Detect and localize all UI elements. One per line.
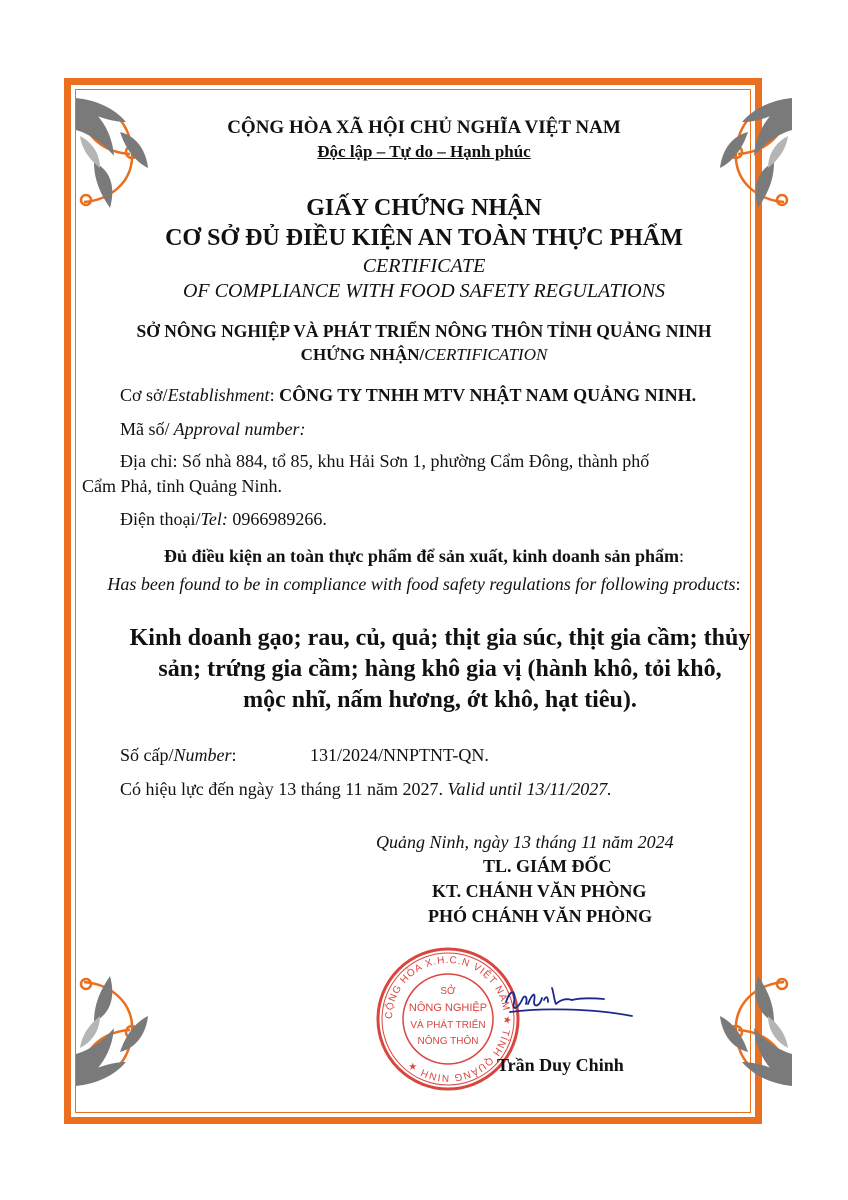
corner-ornament-icon [70, 968, 154, 1092]
number-label-vi: Số cấp/ [120, 745, 174, 765]
national-title: CỘNG HÒA XÃ HỘI CHỦ NGHĨA VIỆT NAM [227, 117, 621, 138]
establishment-line [120, 385, 696, 406]
compliance-colon-en: : [735, 574, 741, 594]
product-list [100, 623, 780, 716]
certificate-subtitle-en: OF COMPLIANCE WITH FOOD SAFETY REGULATIONS [182, 280, 666, 302]
certificate-title: GIẤY CHỨNG NHẬN [306, 195, 542, 221]
compliance-statement-vi [0, 546, 848, 567]
issuing-department: SỞ NÔNG NGHIỆP VÀ PHÁT TRIỂN NÔNG THÔN TỈNH QUẢNG NINH [136, 321, 712, 341]
number-label-en: Number [173, 745, 232, 765]
signer-title-1: TL. GIÁM ĐỐC [483, 856, 612, 876]
compliance-colon-vi: : [678, 546, 684, 566]
establishment-name: CÔNG TY TNHH MTV NHẬT NAM QUẢNG NINH. [279, 385, 697, 405]
certification-label-vi: CHỨNG NHẬN/ [300, 345, 425, 364]
address-line-1: Địa chỉ: Số nhà 884, tổ 85, khu Hải Sơn 1, phường Cẩm Đông, thành phố [120, 451, 650, 471]
certification-label-en: CERTIFICATION [424, 345, 548, 364]
signer-title-3: PHÓ CHÁNH VĂN PHÒNG [428, 906, 653, 926]
tel-value: 0966989266. [227, 509, 327, 529]
handwritten-signature-icon [500, 982, 640, 1032]
tel-label-en: Tel: [200, 509, 228, 529]
compliance-statement-en [82, 572, 766, 597]
validity-vi: Có hiệu lực đến ngày 13 tháng 11 năm 2027. [120, 779, 444, 799]
national-motto [0, 142, 848, 162]
product-line-1: Kinh doanh gạo; rau, củ, quả; thịt gia súc, thịt gia cầm; thủy [129, 625, 751, 651]
corner-ornament-icon [714, 968, 798, 1092]
compliance-text-vi: Đủ điều kiện an toàn thực phẩm để sản xuất, kinh doanh sản phẩm [164, 546, 679, 566]
address-line-2: Cẩm Phả, tỉnh Quảng Ninh. [82, 476, 282, 496]
product-line-3: mộc nhĩ, nấm hương, ớt khô, hạt tiêu). [243, 687, 637, 713]
certificate-title-en: CERTIFICATE [362, 255, 486, 277]
place-and-date: Quảng Ninh, ngày 13 tháng 11 năm 2024 [376, 832, 674, 852]
approval-label-vi: Mã số/ [120, 419, 170, 439]
establishment-colon: : [269, 385, 280, 405]
compliance-text-en: Has been found to be in compliance with food safety regulations for following products [107, 574, 736, 594]
certificate-subtitle: CƠ SỞ ĐỦ ĐIỀU KIỆN AN TOÀN THỰC PHẨM [165, 225, 683, 251]
certification-label [0, 345, 848, 365]
signer-name: Trần Duy Chinh [497, 1055, 624, 1075]
validity-en: Valid until 13/11/2027. [443, 779, 612, 799]
motto-text: Độc lập – Tự do – Hạnh phúc [317, 142, 531, 161]
establishment-label-vi: Cơ sở/ [120, 385, 168, 405]
seal-line-1: SỞ [440, 986, 456, 997]
certificate-number-line [120, 745, 489, 766]
validity-line [120, 779, 612, 800]
product-line-2: sản; trứng gia cầm; hàng khô gia vị (hành khô, tỏi khô, [158, 656, 722, 682]
tel-label-vi: Điện thoại/ [120, 509, 201, 529]
seal-line-4: NÔNG THÔN [417, 1036, 479, 1047]
number-colon: : [231, 745, 237, 765]
signer-title-2: KT. CHÁNH VĂN PHÒNG [432, 881, 647, 901]
approval-label-en: Approval number: [169, 419, 306, 439]
seal-line-3: VÀ PHÁT TRIỂN [410, 1020, 486, 1031]
seal-ring-text: CỘNG HÒA X.H.C.N VIỆT NAM ★ TỈNH QUẢNG NINH ★ [383, 954, 513, 1084]
seal-line-2: NÔNG NGHIỆP [408, 1002, 488, 1014]
establishment-label-en: Establishment [167, 385, 270, 405]
certificate-number: 131/2024/NNPTNT-QN. [310, 745, 489, 765]
telephone-line [120, 509, 327, 530]
approval-number-line [120, 419, 305, 440]
